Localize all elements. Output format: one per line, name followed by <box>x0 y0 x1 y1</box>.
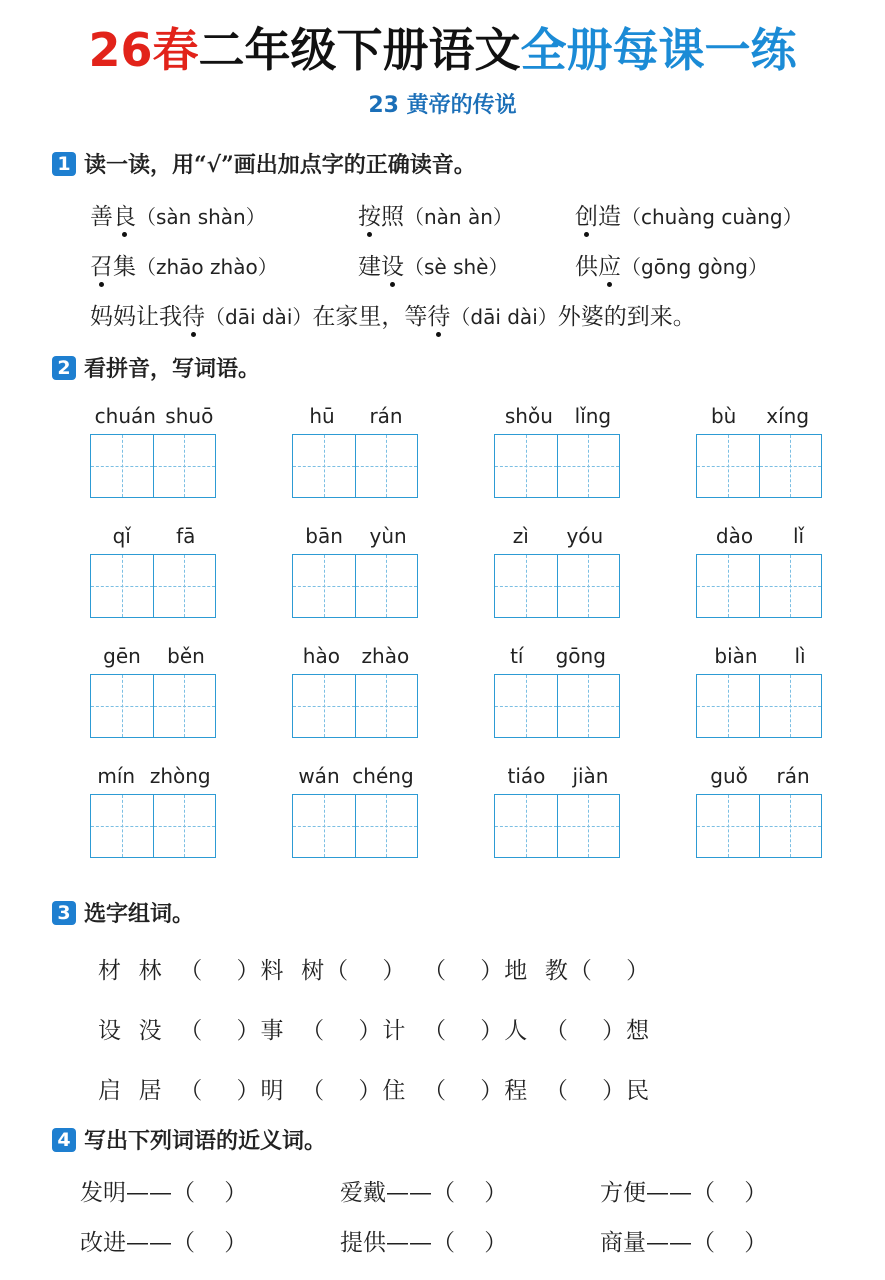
writing-cell[interactable] <box>495 555 557 617</box>
writing-cell[interactable] <box>697 555 759 617</box>
writing-cell[interactable] <box>153 555 216 617</box>
pinyin-choice-item <box>575 248 768 281</box>
writing-cell[interactable] <box>557 675 620 737</box>
section-number-badge: 3 <box>52 901 76 925</box>
tianzige-grid[interactable] <box>90 674 216 738</box>
pinyin-label <box>696 404 824 428</box>
pinyin-options: （sàn shàn） <box>136 205 266 229</box>
pinyin-sentence <box>90 298 696 331</box>
title-practice: 全册每课一练 <box>520 23 797 77</box>
writing-cell[interactable] <box>91 435 153 497</box>
pinyin-label <box>292 764 420 788</box>
pinyin-syllable: hū <box>309 404 335 428</box>
pinyin-options: （chuàng cuàng） <box>621 205 803 229</box>
writing-cell[interactable] <box>153 795 216 857</box>
pinyin-label <box>494 524 622 548</box>
tianzige-grid[interactable] <box>292 434 418 498</box>
synonym-item: 方便——（ ） <box>600 1180 768 1206</box>
pinyin-label <box>90 644 218 668</box>
pinyin-syllable: fā <box>176 524 196 548</box>
pinyin-label <box>696 644 824 668</box>
writing-cell[interactable] <box>153 675 216 737</box>
word-char: 善 <box>90 204 113 230</box>
pinyin-choice-item <box>90 248 278 281</box>
writing-cell[interactable] <box>759 795 822 857</box>
pinyin-syllable: rán <box>369 404 403 428</box>
pinyin-label <box>494 404 622 428</box>
pinyin-syllable: qǐ <box>112 524 131 548</box>
dotted-char: 应 <box>598 248 621 281</box>
pinyin-syllable: zhào <box>361 644 410 668</box>
section-number-badge: 2 <box>52 356 76 380</box>
writing-cell[interactable] <box>91 555 153 617</box>
writing-cell[interactable] <box>759 435 822 497</box>
synonym-item: 商量——（ ） <box>600 1230 768 1256</box>
pinyin-label <box>292 644 420 668</box>
tianzige-grid[interactable] <box>696 434 822 498</box>
tianzige-grid[interactable] <box>90 554 216 618</box>
pinyin-syllable: rán <box>776 764 810 788</box>
writing-cell[interactable] <box>355 555 418 617</box>
pinyin-label <box>494 764 622 788</box>
section-number-badge: 4 <box>52 1128 76 1152</box>
pinyin-options: （nàn àn） <box>404 205 513 229</box>
pinyin-syllable: gēn <box>103 644 141 668</box>
word-char: 造 <box>598 204 621 230</box>
writing-cell[interactable] <box>759 555 822 617</box>
sentence-text: 在家里，等 <box>312 304 428 330</box>
writing-cell[interactable] <box>293 795 355 857</box>
pinyin-syllable: tiáo <box>507 764 546 788</box>
writing-cell[interactable] <box>293 675 355 737</box>
dotted-char: 待 <box>182 298 205 331</box>
pinyin-syllable: bù <box>710 404 737 428</box>
writing-cell[interactable] <box>91 675 153 737</box>
synonym-item: 改进——（ ） <box>80 1230 248 1256</box>
pinyin-choice-item <box>358 248 508 281</box>
pinyin-syllable: lì <box>794 644 806 668</box>
pinyin-options: （gōng gòng） <box>621 255 768 279</box>
tianzige-grid[interactable] <box>696 794 822 858</box>
pinyin-label <box>90 404 218 428</box>
pinyin-label <box>494 644 622 668</box>
writing-cell[interactable] <box>293 555 355 617</box>
section-number-badge: 1 <box>52 152 76 176</box>
tianzige-grid[interactable] <box>292 794 418 858</box>
tianzige-grid[interactable] <box>90 434 216 498</box>
writing-cell[interactable] <box>557 435 620 497</box>
pinyin-syllable: mín <box>97 764 136 788</box>
tianzige-grid[interactable] <box>494 434 620 498</box>
tianzige-grid[interactable] <box>494 674 620 738</box>
pinyin-syllable: tí <box>510 644 524 668</box>
writing-cell[interactable] <box>759 675 822 737</box>
pinyin-syllable: dào <box>715 524 754 548</box>
section2-heading <box>52 352 260 383</box>
tianzige-grid[interactable] <box>696 674 822 738</box>
dotted-char: 召 <box>90 248 113 281</box>
pinyin-syllable: běn <box>167 644 205 668</box>
pinyin-syllable: shǒu <box>504 404 553 428</box>
dotted-char: 待 <box>427 298 450 331</box>
section2-instruction: 看拼音，写词语。 <box>84 356 261 382</box>
pinyin-syllable: hào <box>302 644 340 668</box>
pinyin-syllable: zì <box>512 524 529 548</box>
section3-instruction: 选字组词。 <box>84 901 195 927</box>
synonym-item: 提供——（ ） <box>340 1230 508 1256</box>
pinyin-syllable: lǐng <box>574 404 612 428</box>
tianzige-grid[interactable] <box>90 794 216 858</box>
writing-cell[interactable] <box>355 795 418 857</box>
writing-cell[interactable] <box>495 675 557 737</box>
pinyin-choice-item <box>358 198 513 231</box>
tianzige-grid[interactable] <box>494 554 620 618</box>
pinyin-syllable: lǐ <box>792 524 805 548</box>
writing-cell[interactable] <box>557 795 620 857</box>
writing-cell[interactable] <box>355 675 418 737</box>
pinyin-label <box>90 524 218 548</box>
pinyin-label <box>292 404 420 428</box>
tianzige-grid[interactable] <box>494 794 620 858</box>
pinyin-syllable: shuō <box>165 404 214 428</box>
pinyin-syllable: guǒ <box>710 764 748 788</box>
pinyin-label <box>696 764 824 788</box>
writing-cell[interactable] <box>697 435 759 497</box>
section4-heading <box>52 1124 326 1155</box>
dotted-char: 创 <box>575 198 598 231</box>
pinyin-syllable: yùn <box>369 524 407 548</box>
pinyin-options: （zhāo zhào） <box>136 255 278 279</box>
section3-heading <box>52 897 194 928</box>
writing-cell[interactable] <box>557 555 620 617</box>
pinyin-options: （dāi dài） <box>205 305 313 329</box>
pinyin-syllable: jiàn <box>572 764 609 788</box>
pinyin-syllable: biàn <box>714 644 758 668</box>
word-char: 集 <box>113 254 136 280</box>
synonym-item: 发明——（ ） <box>80 1180 248 1206</box>
pinyin-syllable: gōng <box>555 644 606 668</box>
pinyin-label <box>696 524 824 548</box>
pinyin-options: （sè shè） <box>404 255 509 279</box>
section4-instruction: 写出下列词语的近义词。 <box>84 1128 327 1154</box>
writing-cell[interactable] <box>91 795 153 857</box>
writing-cell[interactable] <box>697 795 759 857</box>
pinyin-syllable: xíng <box>766 404 810 428</box>
tianzige-grid[interactable] <box>696 554 822 618</box>
sentence-text: 妈妈让我 <box>90 304 182 330</box>
word-char: 建 <box>358 254 381 280</box>
tianzige-grid[interactable] <box>292 674 418 738</box>
pinyin-syllable: bān <box>305 524 343 548</box>
sentence-text: 外婆的到来。 <box>557 304 696 330</box>
pinyin-syllable: wán <box>298 764 340 788</box>
writing-cell[interactable] <box>495 435 557 497</box>
pinyin-label <box>292 524 420 548</box>
word-choice-row: 材 林 （ ）料 树（ ） （ ）地 教（ ） <box>98 958 651 984</box>
pinyin-choice-item <box>90 198 266 231</box>
dotted-char: 按 <box>358 198 381 231</box>
pinyin-syllable: chéng <box>352 764 414 788</box>
tianzige-grid[interactable] <box>292 554 418 618</box>
page-title <box>0 22 885 78</box>
word-choice-row: 设 没 （ ）事 （ ）计 （ ）人 （ ）想 <box>98 1018 651 1044</box>
title-grade: 二年级下册语文 <box>198 23 521 77</box>
writing-cell[interactable] <box>355 435 418 497</box>
writing-cell[interactable] <box>697 675 759 737</box>
lesson-title: 23 黄帝的传说 <box>368 93 517 118</box>
pinyin-syllable: chuán <box>94 404 156 428</box>
word-choice-row: 启 居 （ ）明 （ ）住 （ ）程 （ ）民 <box>98 1078 651 1104</box>
dotted-char: 良 <box>113 198 136 231</box>
writing-cell[interactable] <box>495 795 557 857</box>
writing-cell[interactable] <box>293 435 355 497</box>
dotted-char: 设 <box>381 248 404 281</box>
section1-instruction: 读一读，用“√”画出加点字的正确读音。 <box>84 152 476 178</box>
synonym-item: 爱戴——（ ） <box>340 1180 508 1206</box>
pinyin-choice-item <box>575 198 803 231</box>
pinyin-syllable: yóu <box>566 524 604 548</box>
pinyin-syllable: zhòng <box>149 764 211 788</box>
pinyin-options: （dāi dài） <box>450 305 558 329</box>
word-char: 供 <box>575 254 598 280</box>
word-char: 照 <box>381 204 404 230</box>
section1-heading <box>52 148 476 179</box>
title-season: 26春 <box>88 23 199 77</box>
pinyin-label <box>90 764 218 788</box>
writing-cell[interactable] <box>153 435 216 497</box>
